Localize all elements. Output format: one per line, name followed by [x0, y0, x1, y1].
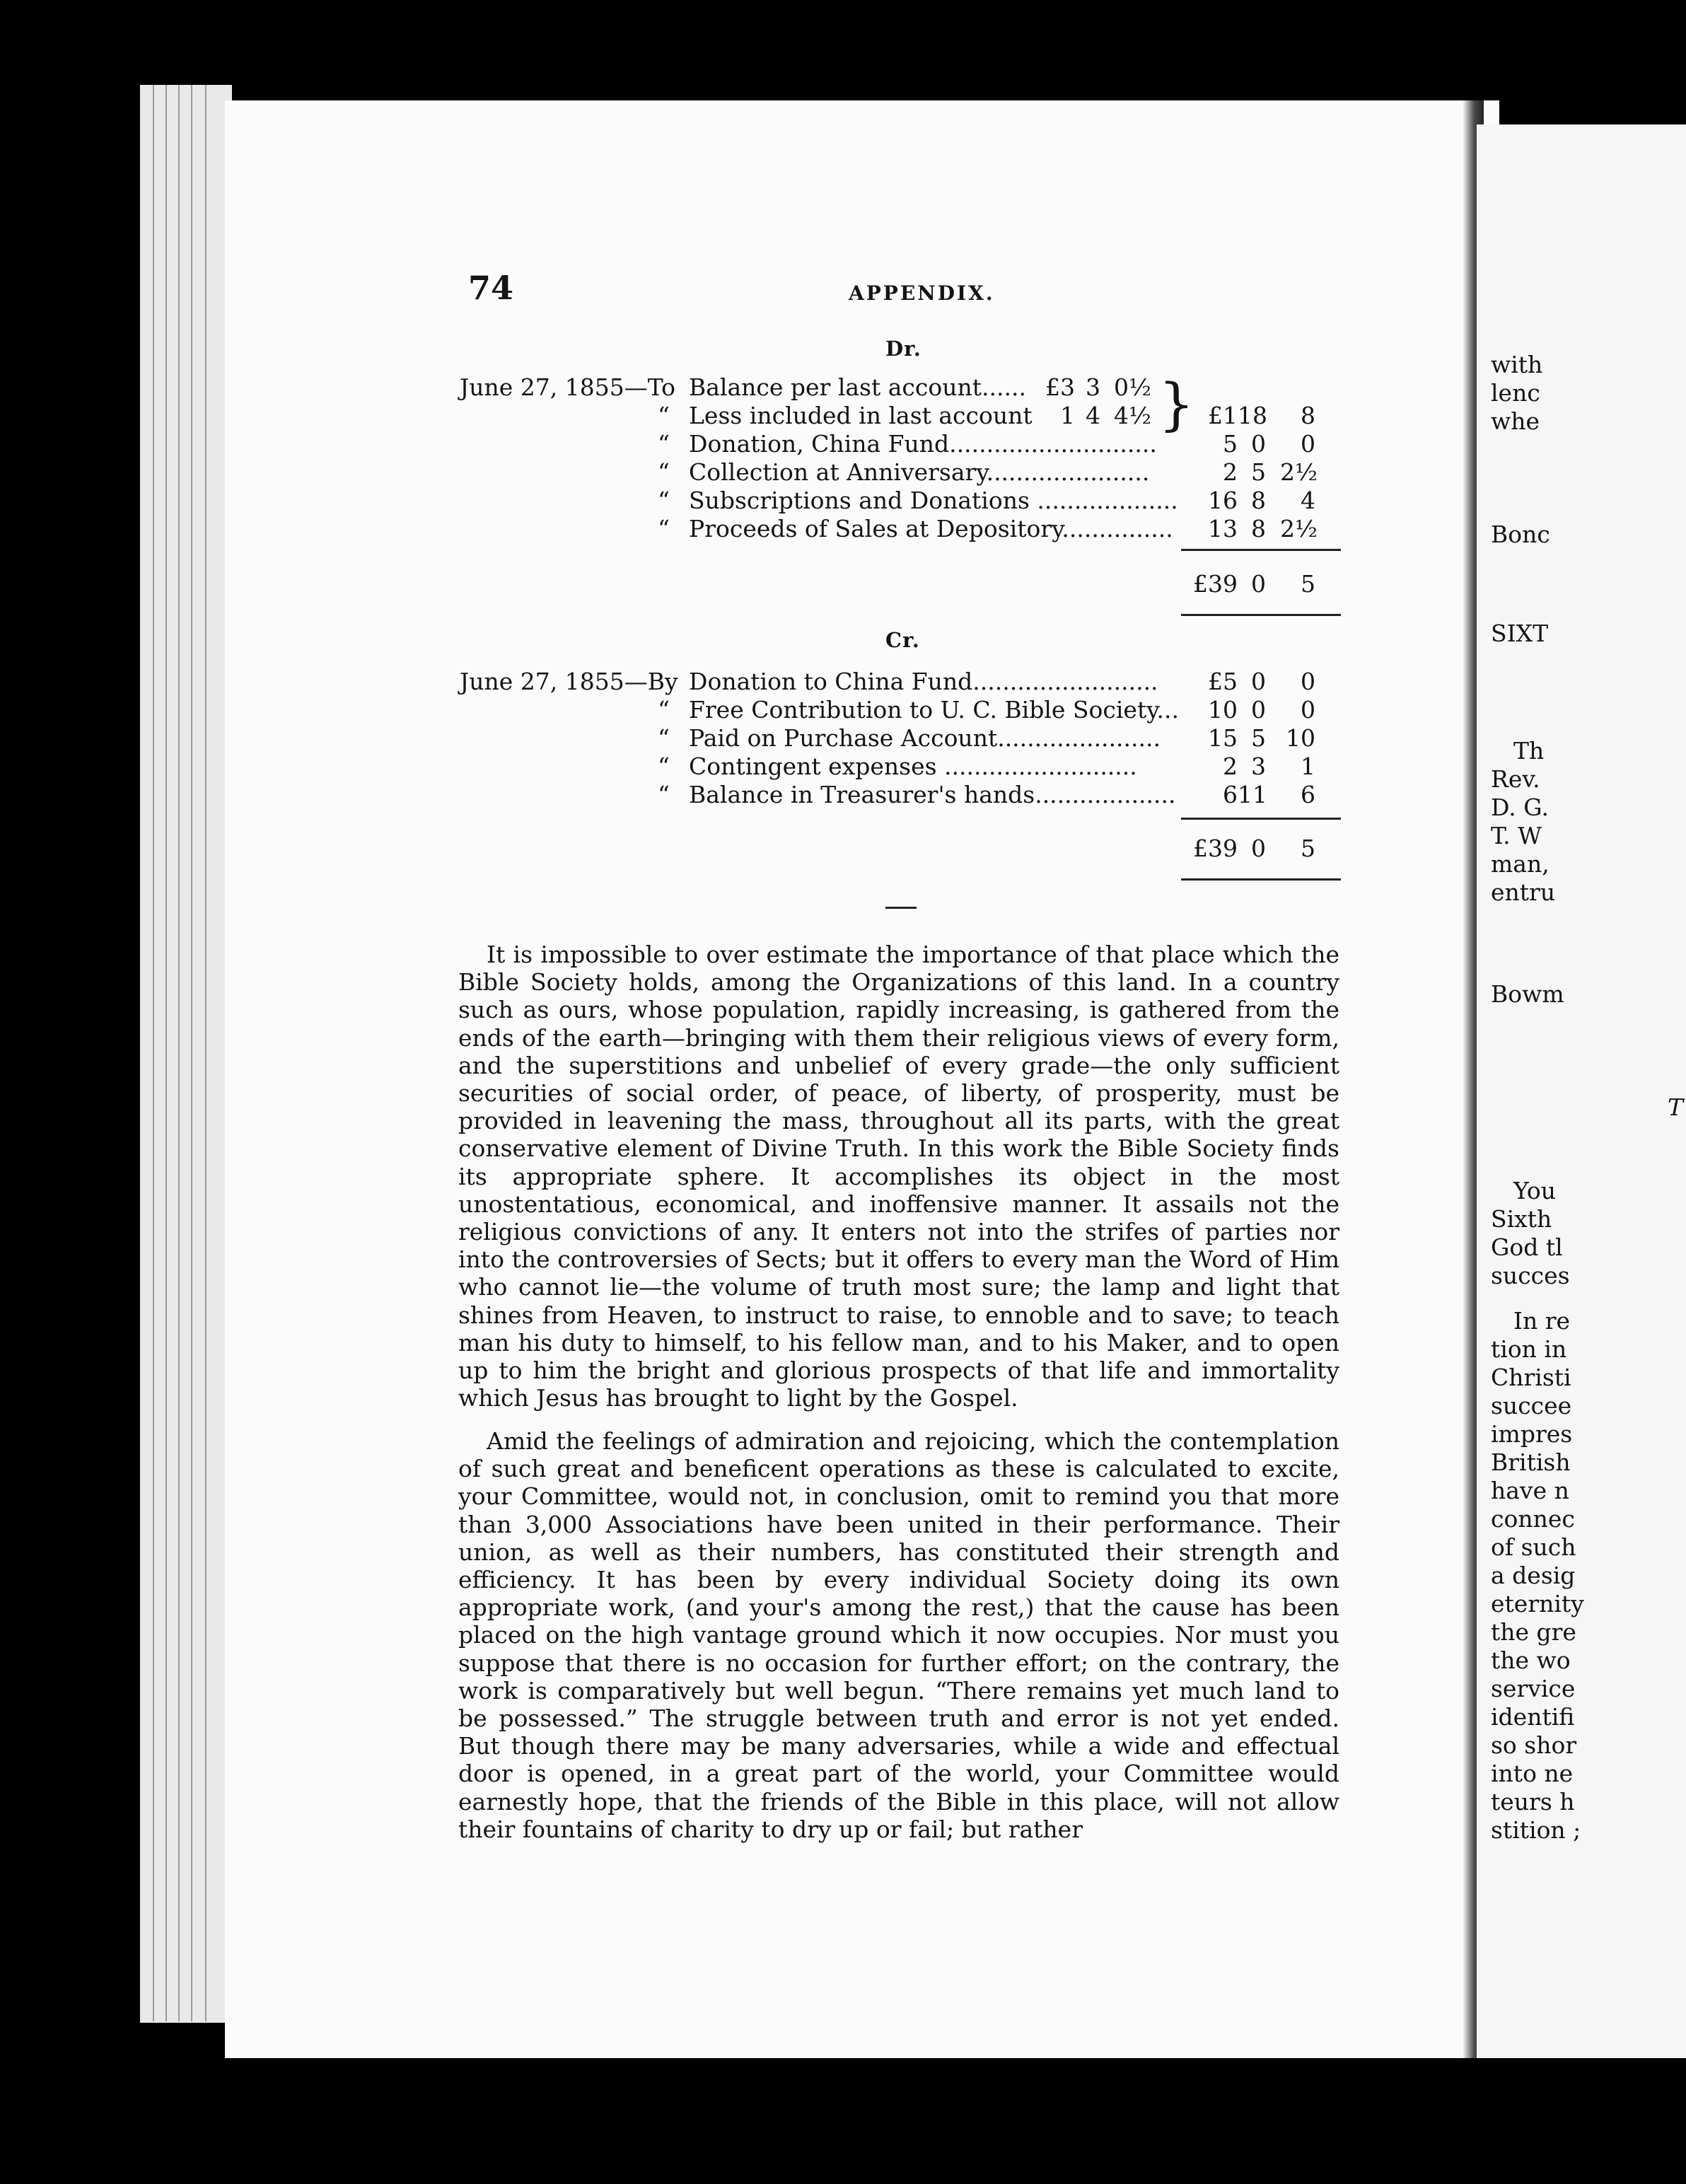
ledger-row [460, 373, 1344, 402]
ledger-shillings: 8 [1251, 515, 1266, 542]
right-page-text: identifi [1491, 1703, 1575, 1731]
ledger-sub-pounds: 1 [1060, 402, 1075, 429]
right-page-text: Rev. [1491, 765, 1540, 793]
ledger-pounds: 16 [1208, 487, 1238, 514]
ledger-row [460, 753, 1344, 781]
ledger-pounds: 13 [1208, 515, 1238, 542]
right-page-text: British [1491, 1448, 1571, 1476]
right-page-text: succes [1491, 1262, 1570, 1289]
right-page-text: succee [1491, 1392, 1572, 1419]
ditto-mark: “ [658, 724, 670, 752]
dr-heading: Dr. [885, 337, 922, 361]
ledger-date: June 27, 1855—By [460, 668, 678, 695]
right-page-text: eternity [1491, 1590, 1584, 1617]
ledger-shillings: 18 [1238, 402, 1267, 429]
ledger-pence: 0 [1301, 430, 1315, 458]
right-page-text: God tl [1491, 1233, 1563, 1261]
ledger-total-pounds: £39 [1193, 570, 1238, 598]
ledger-pounds: 2 [1223, 753, 1238, 780]
section-divider [885, 907, 917, 909]
ledger-row [460, 458, 1344, 487]
ledger-description: Balance per last account...... [689, 373, 1026, 401]
ledger-description: Less included in last account [689, 402, 1033, 429]
ledger-pounds: 10 [1208, 696, 1238, 724]
right-page-text: have n [1491, 1477, 1569, 1504]
ledger-total-pence: 5 [1301, 570, 1315, 598]
ledger-pence: 10 [1286, 724, 1315, 752]
ledger-row [460, 696, 1344, 724]
right-page-text: D. G. [1491, 794, 1549, 821]
right-page-text: so shor [1491, 1731, 1577, 1759]
ledger-shillings: 5 [1251, 724, 1266, 752]
page-stack-line [205, 85, 207, 2021]
ledger-pence: 4 [1301, 487, 1315, 514]
ledger-pounds: £5 [1208, 668, 1238, 695]
right-page-text: service [1491, 1675, 1576, 1702]
cr-heading: Cr. [885, 628, 920, 652]
right-page-text: entru [1491, 878, 1556, 906]
ledger-description: Paid on Purchase Account...................... [689, 724, 1161, 752]
right-page-text: impres [1491, 1420, 1573, 1448]
right-page-text: with [1491, 351, 1543, 378]
body-paragraph: Amid the feelings of admiration and rejoicing, which the contemplation of such great and beneficent operations as these is calculated to excite, your Committee, would not, in conclusion, omit to remind you that more than 3,000 Associations have been united in their performance. Their union, as well as their numbers, has constituted their strength and efficiency. It has been by every individual Society doing its own appropriate work, (and your's among the rest,) that the cause has been placed on the high vantage ground which it now occupies. Nor must you suppose that there is no occasion for further effort; on the contrary, the work is comparatively but well begun. “There remains yet much land to be possessed.” The struggle between truth and error is not yet ended. But though there may be many adversaries, while a wide and effectual door is opened, in a great part of the world, your Committee would earnestly hope, that the friends of the Bible in this place, will not allow their fountains of charity to dry up or fail; but rather [458, 1427, 1339, 1843]
ledger-row [460, 487, 1344, 515]
ledger-sub-pence: 0½ [1114, 373, 1151, 401]
ditto-mark: “ [658, 696, 670, 724]
ditto-mark: “ [658, 781, 670, 808]
ledger-pence: 8 [1301, 402, 1315, 429]
right-page-text: connec [1491, 1505, 1575, 1533]
ledger-row [460, 668, 1344, 696]
right-page-text: the gre [1491, 1618, 1576, 1646]
ledger-sub-pence: 4½ [1114, 402, 1151, 429]
right-page-text: Christi [1491, 1364, 1571, 1391]
ledger-pounds: 5 [1223, 430, 1238, 458]
ledger-description: Collection at Anniversary...................... [689, 458, 1150, 486]
ledger-pence: 2½ [1280, 458, 1318, 486]
right-page-text: SIXT [1491, 620, 1549, 647]
right-page-text: T [1668, 1093, 1684, 1121]
right-page-text: Bonc [1491, 521, 1550, 548]
ledger-description: Proceeds of Sales at Depository............... [689, 515, 1173, 542]
right-page-text: whe [1491, 407, 1540, 435]
ditto-mark: “ [658, 458, 670, 486]
total-rule [1181, 614, 1341, 616]
total-rule [1181, 878, 1341, 881]
ledger-pence: 0 [1301, 668, 1315, 695]
ledger-shillings: 0 [1251, 430, 1266, 458]
ledger-shillings: 8 [1251, 487, 1266, 514]
right-page-text: You [1513, 1177, 1557, 1204]
ledger-sub-shillings: 4 [1086, 402, 1100, 429]
ledger-description: Free Contribution to U. C. Bible Society... [689, 696, 1179, 724]
ledger-total-shillings: 0 [1251, 835, 1266, 862]
ledger-pence: 6 [1301, 781, 1315, 808]
ledger-shillings: 5 [1251, 458, 1266, 486]
right-page-text: In re [1513, 1307, 1571, 1335]
right-page-text: of such [1491, 1533, 1576, 1561]
right-page-text: tion in [1491, 1335, 1567, 1363]
ledger-sub-shillings: 3 [1086, 373, 1100, 401]
right-page-text: Sixth [1491, 1205, 1552, 1233]
ledger-pounds: 2 [1223, 458, 1238, 486]
ledger-row [460, 781, 1344, 809]
page-stack-line [153, 85, 154, 2021]
right-page-text: Th [1513, 737, 1545, 765]
brace-symbol: } [1158, 371, 1194, 437]
page-stack-line [191, 85, 192, 2021]
page-number: 74 [468, 269, 514, 307]
right-page-text: into ne [1491, 1760, 1574, 1787]
running-head: APPENDIX. [849, 281, 995, 305]
right-page-text: stition ; [1491, 1816, 1581, 1844]
right-page-text: a desig [1491, 1562, 1576, 1589]
subtotal-rule [1181, 549, 1341, 551]
right-page-text: the wo [1491, 1646, 1571, 1674]
ledger-shillings: 0 [1251, 696, 1266, 724]
ledger-description: Contingent expenses .......................... [689, 753, 1137, 780]
ledger-pounds: 6 [1223, 781, 1238, 808]
page-stack-line [178, 85, 180, 2021]
ledger-pence: 0 [1301, 696, 1315, 724]
ledger-pence: 1 [1301, 753, 1315, 780]
ledger-description: Subscriptions and Donations ................... [689, 487, 1178, 514]
right-book-page-fragment [1477, 124, 1686, 2058]
right-page-text: man, [1491, 850, 1550, 878]
ledger-total-row [460, 570, 1344, 598]
ledger-shillings: 3 [1251, 753, 1266, 780]
ledger-row [460, 515, 1344, 543]
ditto-mark: “ [658, 515, 670, 542]
ledger-pounds: 15 [1208, 724, 1238, 752]
ledger-date: June 27, 1855—To [460, 373, 676, 401]
ditto-mark: “ [658, 487, 670, 514]
ledger-description: Donation to China Fund......................... [689, 668, 1158, 695]
ledger-shillings: 0 [1251, 668, 1266, 695]
ditto-mark: “ [658, 430, 670, 458]
ledger-description: Donation, China Fund............................ [689, 430, 1157, 458]
ledger-pence: 2½ [1280, 515, 1318, 542]
page-stack-line [165, 85, 167, 2021]
ledger-description: Balance in Treasurer's hands................... [689, 781, 1176, 808]
ledger-row [460, 430, 1344, 458]
ledger-pounds: £1 [1208, 402, 1238, 429]
ledger-row [460, 724, 1344, 753]
ledger-shillings: 11 [1238, 781, 1267, 808]
right-page-text: Bowm [1491, 980, 1564, 1008]
ditto-mark: “ [658, 402, 670, 429]
right-page-text: T. W [1491, 822, 1542, 849]
right-page-text: lenc [1491, 379, 1540, 407]
ledger-sub-pounds: £3 [1045, 373, 1075, 401]
body-paragraph: It is impossible to over estimate the importance of that place which the Bible Society holds, among the Organizations of this land. In a country such as ours, whose population, rapidly increasing, is gathered from the ends of the earth—bringing with them their religious views of every form, and the superstitions and unbelief of every grade—the only sufficient securities of social order, of peace, of liberty, of prosperity, must be provided in leavening the mass, throughout all its parts, with the great conservative element of Divine Truth. In this work the Bible Society finds its appropriate sphere. It accomplishes its object in the most unostentatious, economical, and inoffensive manner. It assails not the religious convictions of any. It enters not into the strifes of parties nor into the controversies of Sects; but it offers to every man the Word of Him who cannot lie—the volume of truth most sure; the lamp and light that shines from Heaven, to instruct to raise, to ennoble and to save; to teach man his duty to himself, to his fellow man, and to his Maker, and to open up to him the bright and glorious prospects of that life and immortality which Jesus has brought to light by the Gospel. [458, 941, 1339, 1412]
ledger-total-row [460, 835, 1344, 863]
ledger-row [460, 402, 1344, 430]
ledger-total-shillings: 0 [1251, 570, 1266, 598]
ledger-total-pounds: £39 [1193, 835, 1238, 862]
subtotal-rule [1181, 818, 1341, 820]
ditto-mark: “ [658, 753, 670, 780]
right-page-text: teurs h [1491, 1788, 1575, 1816]
ledger-total-pence: 5 [1301, 835, 1315, 862]
